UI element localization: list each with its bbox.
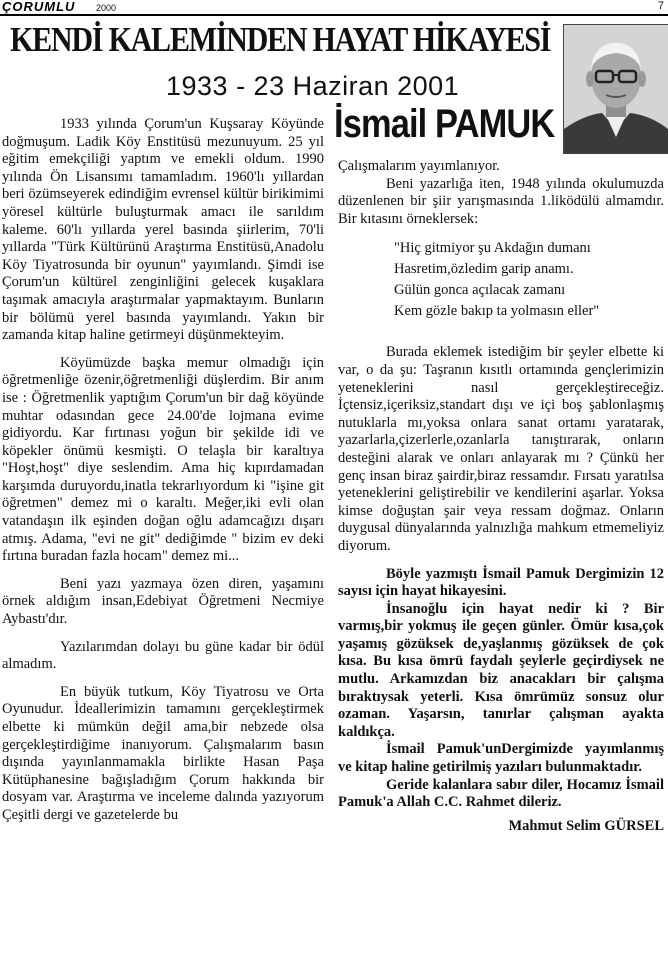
poem-line: Gülün gonca açılacak zamanı: [394, 282, 566, 299]
page-number: 7: [657, 0, 664, 12]
portrait-illustration: [564, 25, 668, 153]
editor-note-paragraph-4: Geride kalanlara sabır diler, Hocamız İsmail Pamuk'a Allah C.C. Rahmet dileriz.: [338, 776, 664, 811]
bio-paragraph-3: Beni yazı yazmaya özen diren, yaşamını örnek aldığım insan,Edebiyat Öğretmeni Necmiye Aybastı'dır.: [2, 575, 324, 628]
portrait-photo: [563, 24, 668, 154]
editor-note-paragraph-1: Böyle yazmıştı İsmail Pamuk Dergimizin 12 sayısı için hayat hikayesini.: [338, 565, 664, 600]
magazine-name: ÇORUMLU: [2, 0, 76, 14]
editor-note-paragraph-2: İnsanoğlu için hayat nedir ki ? Bir varmış,bir yokmuş ile geçen günler. Ömür kısa,çok yaşamış gözüksek de,yaşlanmış gözüksek de çok kısa. Bu kısa ömrü faydalı şeylerle geçirdiysek ne mutlu. Arkamızdan biz anacakları bir çalışma bıraktıysak yeterli. Kısa ömrümüz sonsuz olur ozaman. Yaşarsın, tanırlar çalışman ayakta kaldıkça.: [338, 600, 664, 740]
bio-paragraph-6: Beni yazarlığa iten, 1948 yılında okulumuzda düzenlenen bir şiir yarışmasında 1.liködülü almamdır. Bir kıtasını örneklersek:: [338, 175, 664, 227]
left-column: [2, 116, 324, 835]
article-headline: KENDİ KALEMİNDEN HAYAT HİKAYESİ: [10, 20, 551, 59]
poem-line: Kem gözle bakıp ta yolmasın eller": [394, 303, 600, 320]
magazine-year: 2000: [96, 3, 117, 13]
author-signature: Mahmut Selim GÜRSEL: [508, 817, 664, 834]
bio-paragraph-2: Köyümüzde başka memur olmadığı için öğretmenliğe özenir,öğretmenliği düşlerdim. Bir anım ise : Öğretmenlik yaptığım Çorum'un bir dağ köyünde muhtar odasından gece 24.00'de lojmana evime gidiyordu. Kar fırtınası yoğun bir şekilde idi ve köpekler önümü kesmişti. O telaşla bir karaltıya "Hoşt,hoşt" diye seslendim. Ama hiç kıpırdamadan karşımda duruyordu,inatla tekrarlıyordum ki "işine git öğretmen" demez mi o karaltı. Meğer,iki evli olan vatandaşın ilk eşinden doğan oğlu adamcağızı dışarı atmış. Adama, "evi ne git" dediğimde " bizim ev deki fırtına buradan fazla hocam" demez mi...: [2, 354, 324, 565]
poem-line: Hasretim,özledim garip anamı.: [394, 261, 574, 278]
life-dates: 1933 - 23 Haziran 2001: [166, 71, 460, 101]
poem-line: "Hiç gitmiyor şu Akdağın dumanı: [394, 240, 591, 257]
bio-paragraph-7: Burada eklemek istediğim bir şeyler elbette ki var, o da şu: Taşranın kısıtlı ortamında gençlerimizin yeteneklerini nasıl gerçekleştireceğiz. İçtensiz,içeriksiz,standart dışı ve içi boş şablonlaşmış nutuklarla mı,yoksa onlara sanat ortamı yaratarak, yazarlarla,çizerlerle,ozanlarla tanıştırarak, onların desteğini alarak ve onları anlayarak mı ? Çünkü her genç insan biraz şairdir,biraz ressamdır. Fırsatı yaratılsa yeteneklerini geliştirebilir ve kendilerini aşarlar. Yoksa kimse doğuştan şair veya ressam doğmaz. Onların duygusal dünyalarında yalnızlığa mahkum etmemeliyiz diyorum.: [338, 344, 664, 554]
right-column: [338, 158, 664, 835]
editor-note: [338, 566, 664, 812]
person-name: İsmail PAMUK: [334, 102, 555, 146]
bio-paragraph-1: 1933 yılında Çorum'un Kuşsaray Köyünde doğmuşum. Ladik Köy Enstitüsü mezunuyum. 25 yıl eğitim emekçiliği yaptım ve emekli oldum. 1990 yılında Ön Lisansımı tamamladım. 1960'lı yıllardan beri özümseyerek edindiğim evrensel kültür birikimimi yöresel kültürle buluşturmak amacı ile sarıldım kaleme. 60'lı yıllarda yerel basında şiirlerim, 70'li yıllarda "Türk Kültürünü Araştırma Enstitüsü,Anadolu Köy Tiyatrosunda bir oyunun" yayımlandı. Şimdi ise Çorum'un kültürel zenginliğini gelecek kuşaklara taşımak amacıyla araştırmalar yapmaktayım. Bunların bir bölümü yerel basında yayımlandı. Yakın bir zamanda kitap haline getirmeyi düşünmekteyim.: [2, 116, 324, 344]
header-rule: [0, 14, 668, 16]
poem-stanza: [394, 238, 664, 322]
page-header: [0, 0, 668, 14]
bio-paragraph-4: Yazılarımdan dolayı bu güne kadar bir ödül almadım.: [2, 638, 324, 673]
editor-note-paragraph-3: İsmail Pamuk'unDergimizde yayımlanmış ve kitap haline getirilmiş yazıları bulunmaktadır.: [338, 741, 664, 776]
bio-paragraph-5: En büyük tutkum, Köy Tiyatrosu ve Orta Oyunudur. İdeallerimizin tamamını gerçekleştirmek elbette ki mümkün değil ama,bir nebzede olsa gerçekleştirdiğime inanıyorum. Çalışmalarım basın dışında yayınlanmamakla birlikte Hasan Paşa Kütüphanesine bağışladığım Çorum hakkında bir dosyam var. Araştırma ve inceleme dalında yazıyorum Çeşitli dergi ve gazetelerde bu: [2, 683, 324, 823]
bio-continuation: Çalışmalarım yayımlanıyor.: [338, 158, 500, 174]
